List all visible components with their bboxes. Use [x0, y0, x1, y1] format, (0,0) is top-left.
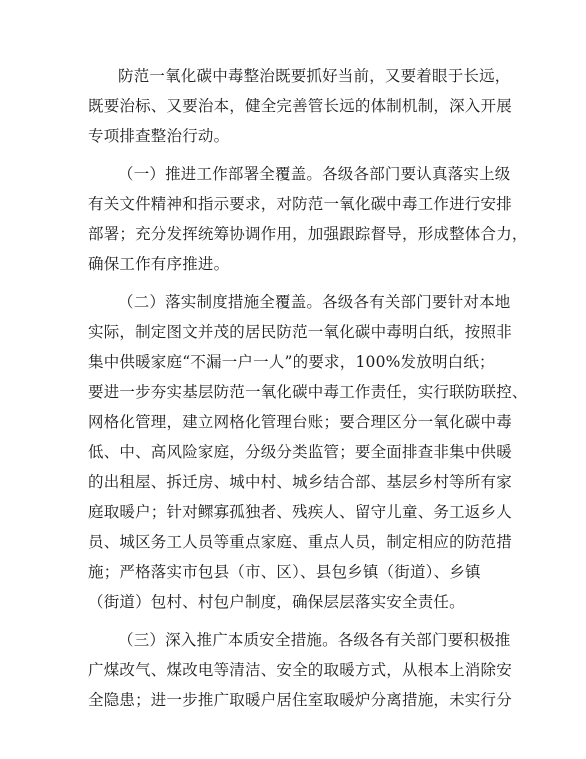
text-line: 部署；充分发挥统筹协调作用，加强跟踪督导，形成整体合力，	[88, 225, 528, 243]
text-line: 集中供暖家庭“不漏一户一人”的要求，100%发放明白纸；	[88, 353, 495, 371]
text-line: 要进一步夯实基层防范一氧化碳中毒工作责任，实行联防联控、	[88, 383, 528, 401]
text-line: 员、城区务工人员等重点家庭、重点人员，制定相应的防范措	[88, 533, 512, 551]
text-line: （三）深入推广本质安全措施。各级各有关部门要积极推	[118, 631, 511, 649]
text-line: 实际，制定图文并茂的居民防范一氧化碳中毒明白纸，按照非	[88, 323, 512, 341]
text-line: 防范一氧化碳中毒整治既要抓好当前，又要着眼于长远，	[118, 67, 511, 85]
text-line: 的出租屋、拆迁房、城中村、城乡结合部、基层乡村等所有家	[88, 473, 512, 491]
text-line: 专项排查整治行动。	[88, 127, 230, 145]
text-line: 庭取暖户；针对鳏寡孤独者、残疾人、留守儿童、务工返乡人	[88, 503, 512, 521]
text-line: 既要治标、又要治本，健全完善管长远的体制机制，深入开展	[88, 97, 512, 115]
text-line: 广煤改气、煤改电等清洁、安全的取暖方式，从根本上消除安	[88, 661, 512, 679]
text-line: 全隐患；进一步推广取暖户居住室取暖炉分离措施，未实行分	[88, 691, 512, 709]
text-line: 低、中、高风险家庭，分级分类监管；要全面排查非集中供暖	[88, 443, 512, 461]
text-line: 施；严格落实市包县（市、区）、县包乡镇（街道）、乡镇	[88, 563, 481, 581]
text-line: 确保工作有序推进。	[88, 255, 230, 273]
text-line: 有关文件精神和指示要求，对防范一氧化碳中毒工作进行安排	[88, 195, 512, 213]
text-line: （一）推进工作部署全覆盖。各级各部门要认真落实上级	[118, 165, 511, 183]
text-line: 网格化管理，建立网格化管理台账；要合理区分一氧化碳中毒	[88, 413, 512, 431]
text-line: （街道）包村、村包户制度，确保层层落实安全责任。	[88, 593, 465, 611]
text-line: （二）落实制度措施全覆盖。各级各有关部门要针对本地	[118, 293, 511, 311]
